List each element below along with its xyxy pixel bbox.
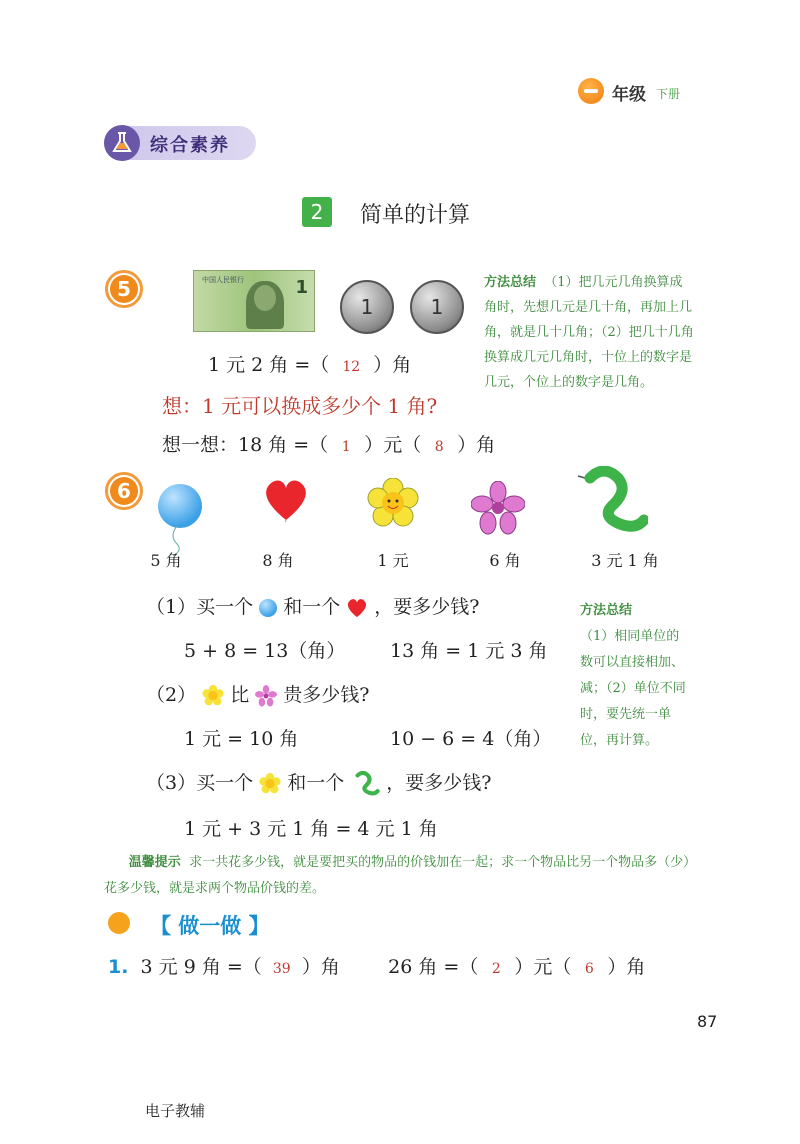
item-price: 1 元 [377,551,409,570]
q1-calc-1: 5 + 8 = 13（角） [184,640,346,662]
practice-title: 【 做一做 】 [150,914,270,938]
yellow-flower-icon [367,478,419,530]
q2-calc-2: 10 − 6 = 4（角） [390,728,552,750]
volume-label: 下册 [656,87,681,101]
answer: 39 [272,961,291,977]
section-title: 简单的计算 [360,203,471,228]
pink-flower-icon [255,685,277,707]
coin-image: 1 [410,280,464,334]
answer: 6 [584,961,594,977]
snake-balloon-icon [572,466,648,536]
q1-calc-2: 13 角 = 1 元 3 角 [390,640,548,662]
answer: 1 [341,439,351,455]
conversion-line: 1 元 2 角 =（ 12 ）角 [208,354,412,376]
item-price: 8 角 [262,551,294,570]
answer: 2 [491,961,501,977]
problem-6-badge: 6 [105,472,143,510]
q2-calc-1: 1 元 = 10 角 [184,728,299,750]
heart-balloon-icon [262,478,310,522]
section-number: 2 [302,197,332,227]
problem-5-badge: 5 [105,270,143,308]
item-price: 5 角 [150,551,182,570]
question-2: （2） 比 贵多少钱? [146,684,370,706]
pink-flower-icon [471,481,525,535]
question-1: （1）买一个 和一个 ，要多少钱? [146,596,480,618]
item-price: 6 角 [489,551,521,570]
banner-label: 综合素养 [150,135,230,156]
warm-tip: 温馨提示 求一共花多少钱，就是要把买的物品的价钱加在一起；求一个物品比另一个物品多（少）花多少钱，就是求两个物品价钱的差。 [104,855,697,896]
sun-icon [108,912,130,934]
coin-image: 1 [340,280,394,334]
heart-balloon-icon [346,598,368,618]
page-number: 87 [697,1012,718,1031]
balloon-icon [158,484,202,528]
grade-one-icon [578,78,604,104]
grade-label: 年级 [612,85,646,105]
try-line: 想一想：18 角 =（ 1 ）元（ 8 ）角 [162,434,496,456]
question-3: （3）买一个 和一个 ，要多少钱? [146,768,491,797]
footer-label: 电子教辅 [145,1102,206,1120]
yellow-flower-icon [259,773,281,795]
q3-calc: 1 元 + 3 元 1 角 = 4 元 1 角 [184,818,438,840]
exercise-1: 1. 3 元 9 角 =（ 39 ）角 26 角 =（ 2 ）元（ 6 ）角 [108,956,646,978]
answer: 12 [342,359,361,375]
think-prompt: 想：1 元可以换成多少个 1 角? [162,394,438,418]
flask-icon [104,125,140,161]
banknote-image: 中国人民银行 1 [193,270,315,332]
yellow-flower-icon [202,685,224,707]
item-price: 3 元 1 角 [591,551,659,570]
balloon-icon [259,599,277,617]
method-summary-1: 方法总结 （1）把几元几角换算成角时，先想几元是几十角，再加上几角，就是几十几角；（2）把几十几角换算成几元几角时，十位上的数字是几元，个位上的数字是几角。 [484,275,694,390]
answer: 8 [434,439,444,455]
method-summary-2: 方法总结 （1）相同单位的数可以直接相加、减；（2）单位不同时，要先统一单位，再计算。 [580,603,686,748]
snake-balloon-icon [350,771,380,797]
